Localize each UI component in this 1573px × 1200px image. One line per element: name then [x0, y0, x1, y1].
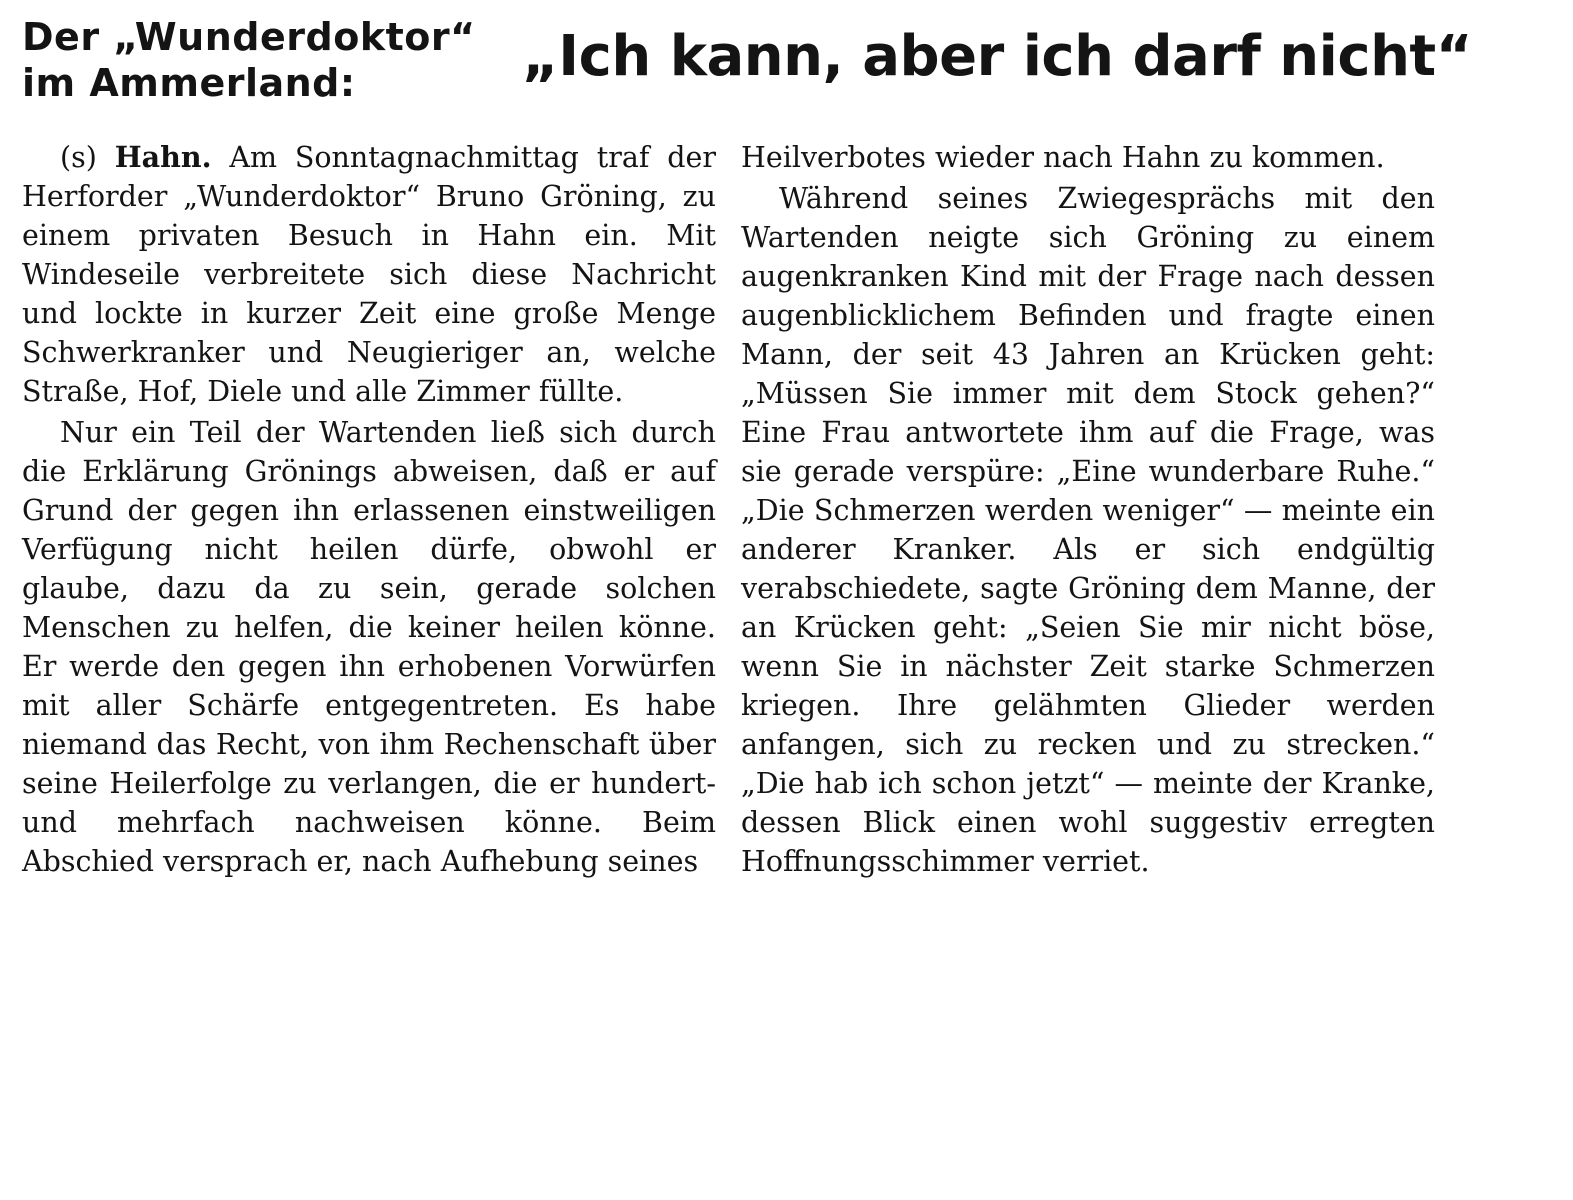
kicker-line-1: Der „Wunderdoktor“ — [22, 15, 476, 59]
dateline-place: Hahn. — [114, 140, 212, 174]
kicker-line-2: im Ammerland: — [22, 61, 356, 105]
article-column-right — [741, 138, 1435, 881]
paragraph-2: Nur ein Teil der Wartenden ließ sich durch die Erklärung Grönings abweisen, daß er auf Grund der gegen ihn erlassenen einstweiligen Verfügung nicht heilen dürfe, obwohl er glaube, dazu da zu sein, gerade solchen Menschen zu helfen, die keiner heilen könne. Er werde den gegen ihn erhobenen Vorwürfen mit aller Schärfe entgegentreten. Es habe niemand das Recht, von ihm Rechenschaft über seine Heilerfolge zu verlangen, die er hundert- und mehrfach nachweisen könne. Beim Abschied versprach er, nach Aufhebung seines — [22, 416, 716, 878]
paragraph-2-continued: Heilverbotes wieder nach Hahn zu kommen. — [741, 141, 1385, 174]
paragraph-3: Während seines Zwiegesprächs mit den Wartenden neigte sich Gröning zu einem augenkranken Kind mit der Frage nach dessen augenblicklichem Befinden und fragte einen Mann, der seit 43 Jahren an Krücken geht: „Müssen Sie immer mit dem Stock gehen?“ Eine Frau antwortete ihm auf die Frage, was sie gerade verspüre: „Eine wunderbare Ruhe.“ „Die Schmerzen werden weniger“ — meinte ein anderer Kranker. Als er sich endgültig verabschiedete, sagte Gröning dem Manne, der an Krücken geht: „Seien Sie mir nicht böse, wenn Sie in nächster Zeit starke Schmerzen kriegen. Ihre gelähmten Glieder werden anfangen, sich zu recken und zu strecken.“ „Die hab ich schon jetzt“ — meinte der Kranke, dessen Blick einen wohl suggestiv erregten Hoffnungsschimmer verriet. — [741, 182, 1435, 878]
article-headline: „Ich kann, aber ich darf nicht“ — [522, 24, 1473, 89]
article-kicker — [22, 14, 476, 106]
paragraph-1 — [22, 138, 716, 411]
paragraph-1-text: Am Sonntagnachmittag traf der Herforder „Wunderdoktor“ Bruno Gröning, zu einem privaten Besuch in Hahn ein. Mit Windeseile verbreitete sich diese Nachricht und lockte in kurzer Zeit eine große Menge Schwerkranker und Neugieriger an, welche Straße, Hof, Diele und alle Zimmer füllte. — [22, 141, 716, 408]
article-column-left — [22, 138, 716, 881]
source-tag: (s) — [60, 141, 97, 174]
